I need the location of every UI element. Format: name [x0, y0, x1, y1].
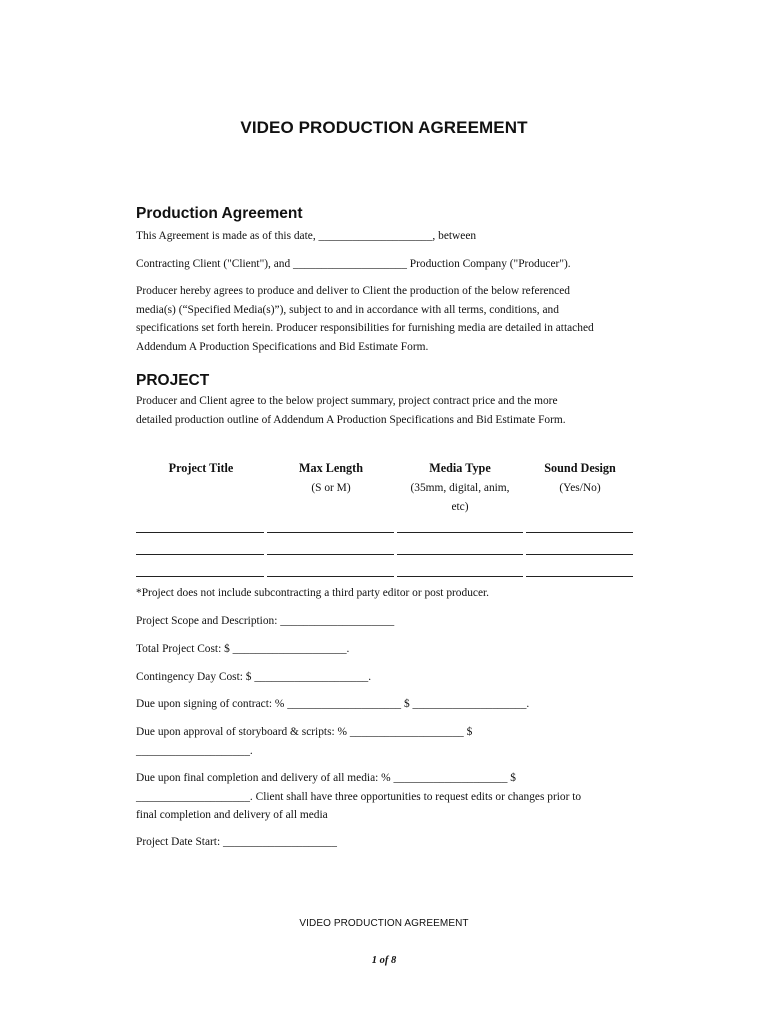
section-heading-project: PROJECT [136, 372, 210, 389]
contingency-day-cost-field: Contingency Day Cost: $ ____________________. [136, 671, 372, 683]
project-date-start-field: Project Date Start: ____________________ [136, 836, 337, 848]
section-heading-production-agreement: Production Agreement [136, 205, 303, 222]
due-upon-storyboard-field-line-1: Due upon approval of storyboard & scripts: % ____________________ $ [136, 726, 473, 738]
project-scope-field: Project Scope and Description: ____________________ [136, 615, 395, 627]
total-project-cost-field: Total Project Cost: $ ____________________. [136, 643, 350, 655]
column-header-project-title: Project Title [168, 461, 234, 475]
table-row-3-cell-1-line [136, 576, 264, 577]
agreement-paragraph-line-4: Addendum A Production Specifications and Bid Estimate Form. [136, 340, 429, 353]
column-sub-media-type-1: (35mm, digital, anim, [410, 482, 510, 494]
due-upon-final-field-line-3: final completion and delivery of all media [136, 809, 328, 821]
table-row-2-cell-1-line [136, 554, 264, 555]
table-row-3-cell-2-line [267, 576, 394, 577]
project-paragraph-line-2: detailed production outline of Addendum A Production Specifications and Bid Estimate Form. [136, 414, 566, 426]
document-title: VIDEO PRODUCTION AGREEMENT [240, 118, 528, 137]
column-header-media-type: Media Type [429, 461, 491, 475]
table-row-3-cell-3-line [397, 576, 523, 577]
table-row-1-cell-3-line [397, 532, 523, 533]
due-upon-storyboard-field-line-2: ____________________. [136, 744, 253, 757]
agreement-paragraph-line-1: Producer hereby agrees to produce and deliver to Client the production of the below referenced [136, 285, 570, 297]
table-row-1-cell-1-line [136, 532, 264, 533]
due-upon-final-field-line-1: Due upon final completion and delivery of all media: % ____________________ $ [136, 772, 516, 784]
due-upon-final-field-line-2: ____________________. Client shall have three opportunities to request edits or changes prior to [136, 790, 582, 803]
table-row-2-cell-4-line [526, 554, 633, 555]
table-row-1-cell-4-line [526, 532, 633, 533]
table-row-2-cell-3-line [397, 554, 523, 555]
subcontracting-note: *Project does not include subcontracting a third party editor or post producer. [136, 587, 490, 599]
contracting-client-line: Contracting Client ("Client"), and ____________________ Production Company ("Producer"). [136, 258, 571, 270]
column-sub-max-length: (S or M) [311, 482, 351, 494]
page-number: 1 of 8 [371, 955, 397, 966]
due-upon-signing-field: Due upon signing of contract: % ____________________ $ ____________________. [136, 698, 530, 710]
column-sub-media-type-2: etc) [451, 500, 469, 513]
project-paragraph-line-1: Producer and Client agree to the below project summary, project contract price and the more [136, 395, 558, 407]
page-footer: VIDEO PRODUCTION AGREEMENT [299, 918, 469, 929]
table-row-3-cell-4-line [526, 576, 633, 577]
column-sub-sound-design: (Yes/No) [559, 482, 601, 494]
agreement-paragraph-line-3: specifications set forth herein. Producer responsibilities for furnishing media are detailed in attached [136, 322, 594, 334]
column-header-max-length: Max Length [299, 461, 363, 475]
column-header-sound-design: Sound Design [544, 461, 616, 475]
table-row-2-cell-2-line [267, 554, 394, 555]
agreement-date-line: This Agreement is made as of this date, ____________________, between [136, 230, 477, 242]
agreement-paragraph-line-2: media(s) (“Specified Media(s)”), subject to and in accordance with all terms, conditions, and [136, 303, 559, 316]
table-row-1-cell-2-line [267, 532, 394, 533]
